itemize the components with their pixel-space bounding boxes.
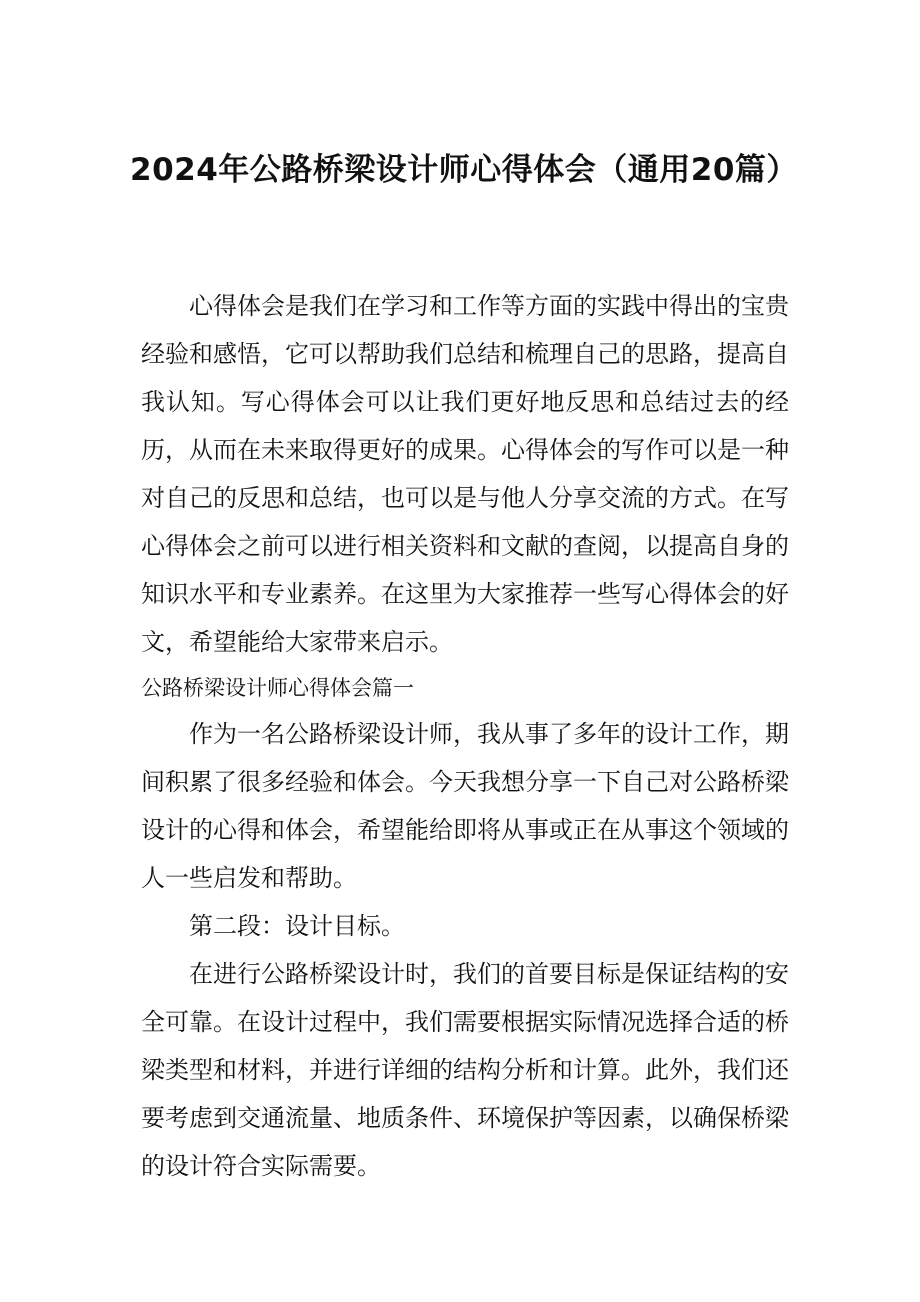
body-paragraph: 作为一名公路桥梁设计师，我从事了多年的设计工作，期间积累了很多经验和体会。今天我想分享一下自己对公路桥梁设计的心得和体会，希望能给即将从事或正在从事这个领域的人一些启发和帮助。 bbox=[141, 720, 789, 892]
document-body bbox=[141, 282, 789, 1190]
intro-paragraph: 心得体会是我们在学习和工作等方面的实践中得出的宝贵经验和感悟，它可以帮助我们总结和梳理自己的思路，提高自我认知。写心得体会可以让我们更好地反思和总结过去的经历，从而在未来取得更好的成果。心得体会的写作可以是一种对自己的反思和总结，也可以是与他人分享交流的方式。在写心得体会之前可以进行相关资料和文献的查阅，以提高自身的知识水平和专业素养。在这里为大家推荐一些写心得体会的好文，希望能给大家带来启示。 bbox=[141, 292, 789, 656]
body-paragraph: 第二段：设计目标。 bbox=[189, 912, 405, 940]
section-heading: 公路桥梁设计师心得体会篇一 bbox=[141, 676, 414, 700]
document-title: 2024年公路桥梁设计师心得体会（通用20篇） bbox=[130, 152, 798, 188]
body-paragraph: 在进行公路桥梁设计时，我们的首要目标是保证结构的安全可靠。在设计过程中，我们需要根据实际情况选择合适的桥梁类型和材料，并进行详细的结构分析和计算。此外，我们还要考虑到交通流量、地质条件、环境保护等因素，以确保桥梁的设计符合实际需要。 bbox=[141, 960, 789, 1180]
